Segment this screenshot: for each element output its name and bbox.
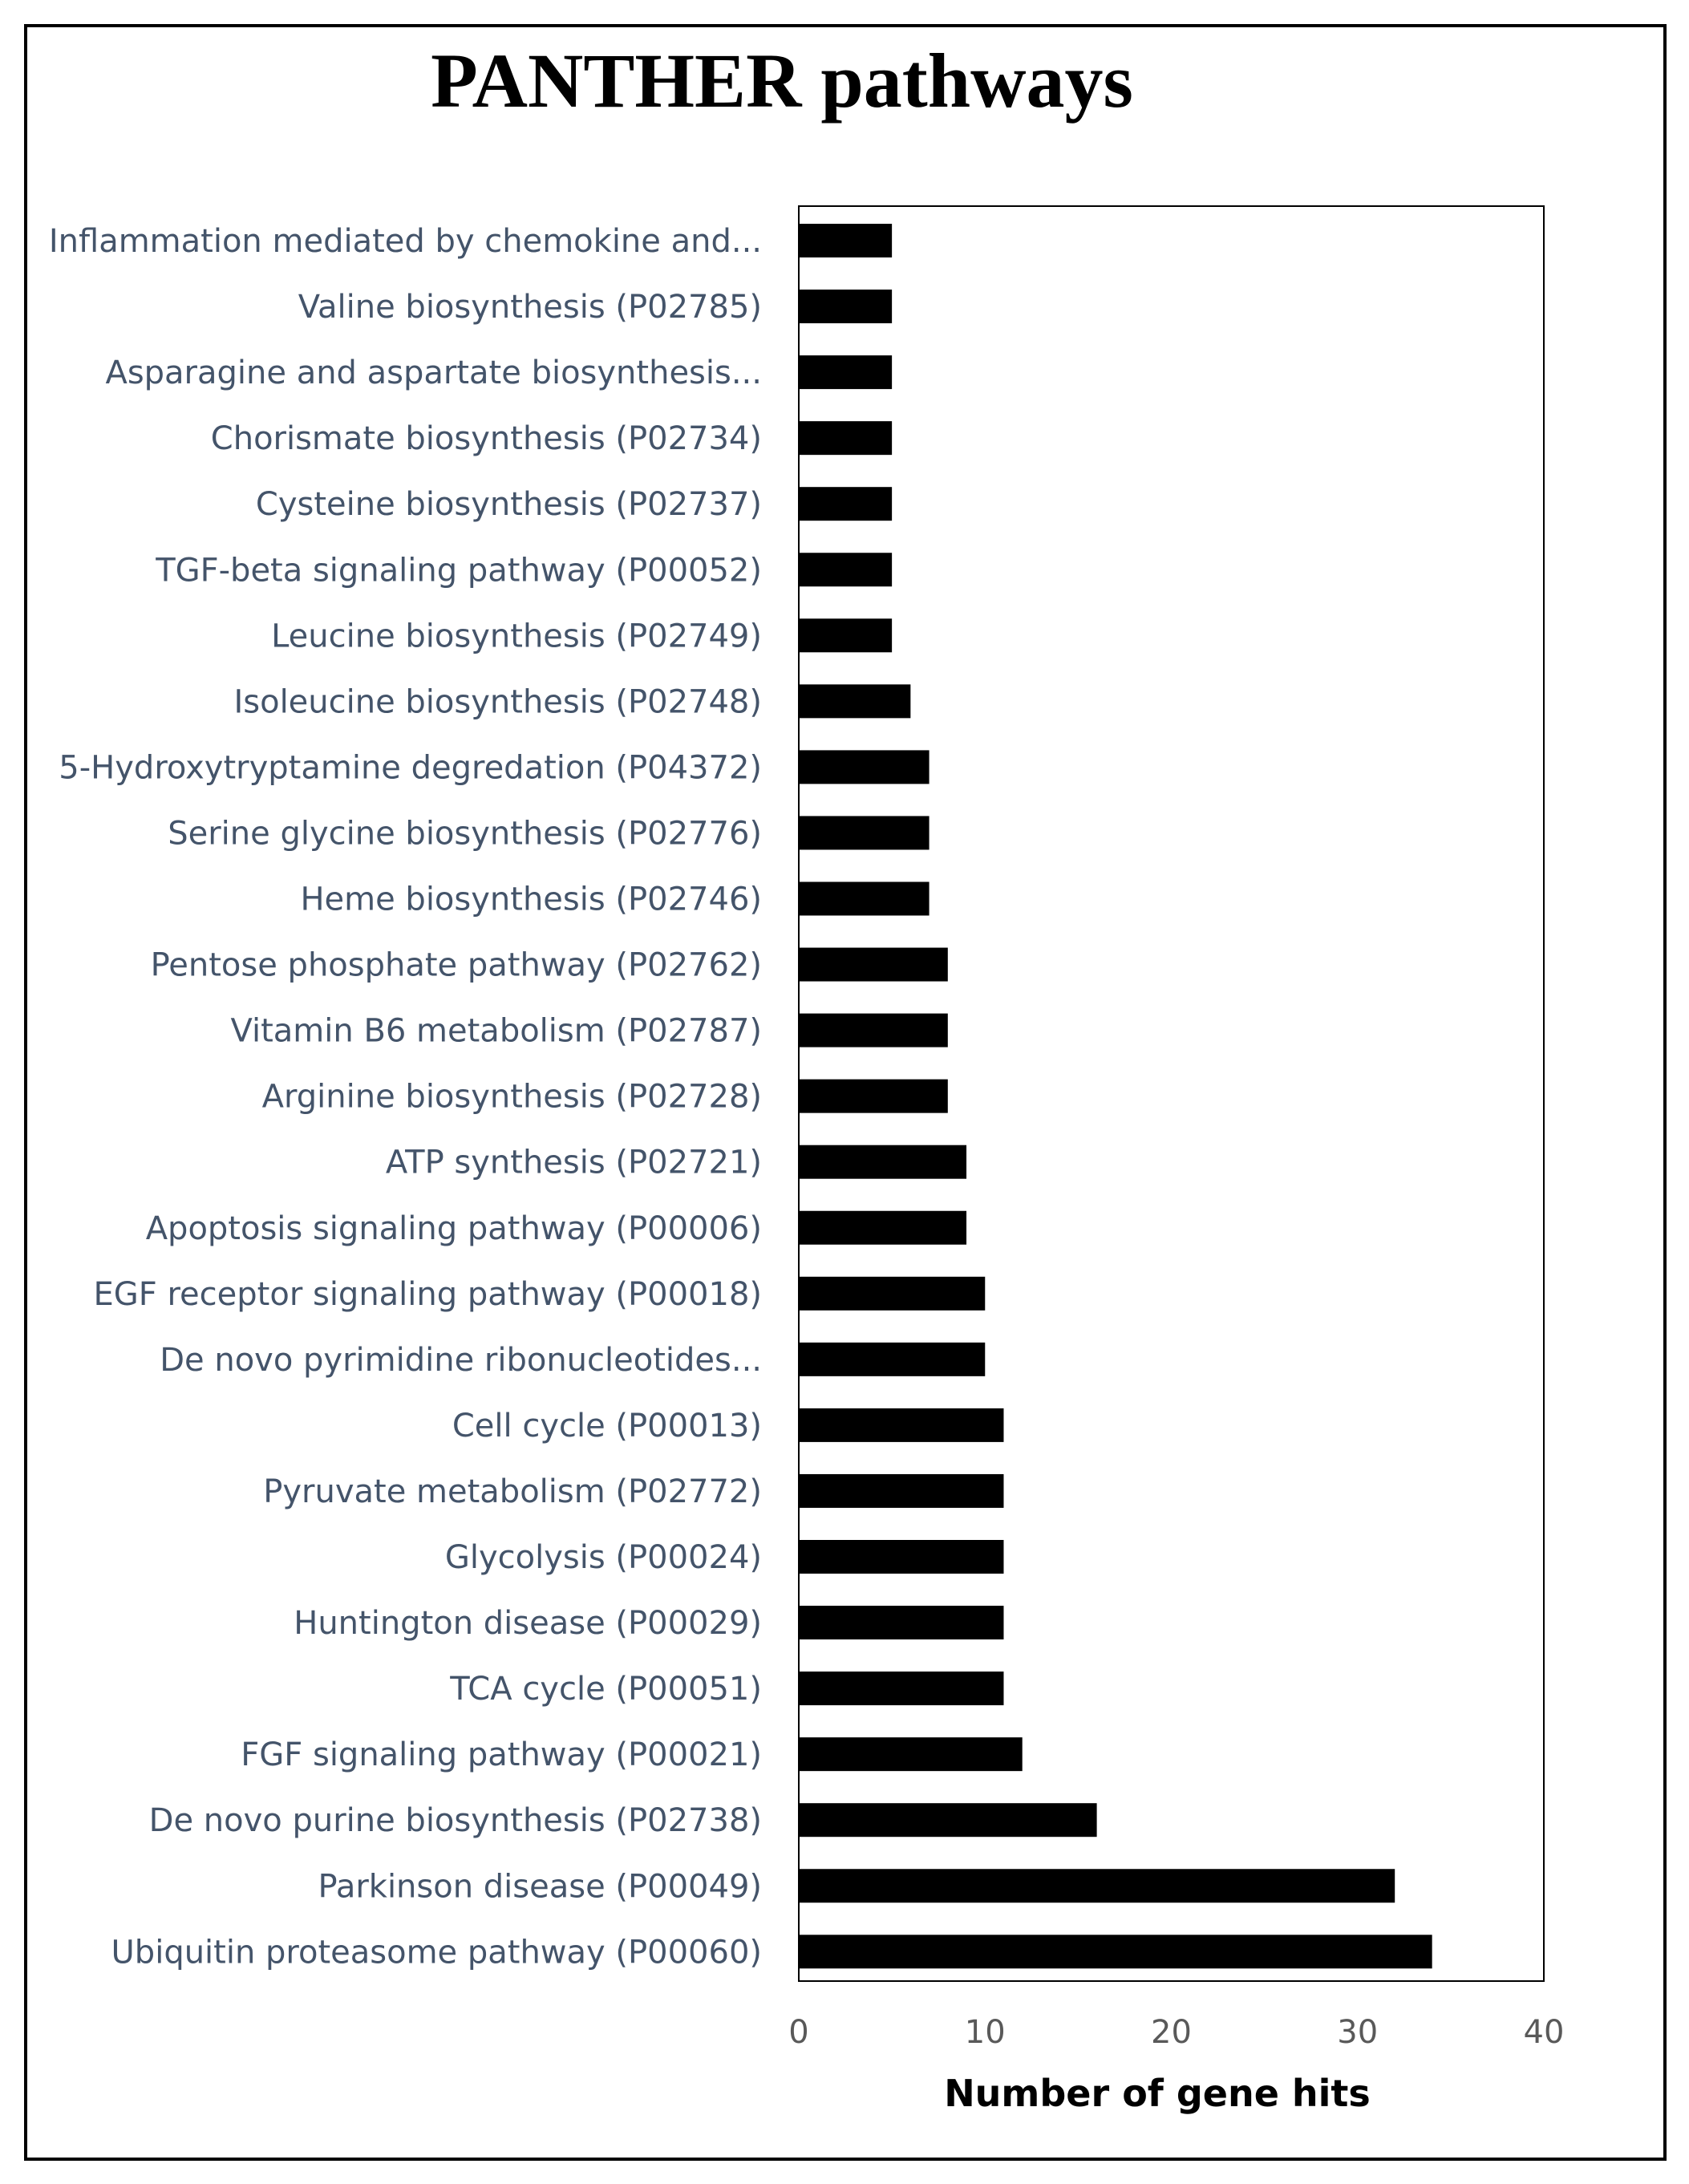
category-label: FGF signaling pathway (P00021)	[241, 1736, 762, 1774]
category-label: Pyruvate metabolism (P02772)	[263, 1473, 762, 1510]
bar	[799, 1211, 966, 1245]
x-axis-ticks	[788, 2014, 1564, 2051]
category-label: Asparagine and aspartate biosynthesis...	[105, 355, 762, 392]
category-labels	[49, 223, 762, 1971]
bar	[799, 355, 892, 389]
bar	[799, 618, 892, 652]
bar	[799, 421, 892, 455]
bar	[799, 750, 930, 784]
bar	[799, 1606, 1003, 1639]
x-tick-label: 40	[1523, 2014, 1565, 2051]
bar	[799, 1737, 1023, 1771]
bar	[799, 487, 892, 521]
category-label: De novo purine biosynthesis (P02738)	[148, 1802, 762, 1840]
bar	[799, 290, 892, 323]
category-label: Apoptosis signaling pathway (P00006)	[145, 1210, 762, 1247]
category-label: Isoleucine biosynthesis (P02748)	[233, 683, 762, 721]
category-label: Leucine biosynthesis (P02749)	[271, 618, 762, 655]
category-label: Glycolysis (P00024)	[444, 1539, 762, 1576]
category-label: Heme biosynthesis (P02746)	[300, 881, 762, 918]
bar	[799, 224, 892, 257]
category-label: Pentose phosphate pathway (P02762)	[150, 946, 762, 984]
category-label: Ubiquitin proteasome pathway (P00060)	[111, 1934, 762, 1971]
bar	[799, 816, 930, 849]
bar	[799, 1803, 1097, 1837]
category-label: Cysteine biosynthesis (P02737)	[255, 486, 762, 524]
bar	[799, 553, 892, 586]
category-label: Serine glycine biosynthesis (P02776)	[168, 815, 762, 853]
chart-title: PANTHER pathways	[431, 38, 1133, 124]
category-label: EGF receptor signaling pathway (P00018)	[93, 1275, 762, 1313]
category-label: Cell cycle (P00013)	[452, 1407, 762, 1445]
category-label: Chorismate biosynthesis (P02734)	[210, 420, 762, 458]
bar	[799, 1869, 1395, 1902]
bar	[799, 1080, 948, 1113]
category-label: Parkinson disease (P00049)	[318, 1868, 762, 1906]
bar	[799, 882, 930, 916]
category-label: Arginine biosynthesis (P02728)	[261, 1078, 762, 1116]
bar	[799, 684, 910, 718]
category-label: Huntington disease (P00029)	[294, 1605, 762, 1643]
bar	[799, 1474, 1003, 1508]
bar	[799, 1671, 1003, 1705]
category-label: ATP synthesis (P02721)	[385, 1144, 762, 1181]
bars-layer	[799, 224, 1432, 1968]
bar	[799, 1343, 985, 1376]
bar	[799, 948, 948, 982]
x-axis-title: Number of gene hits	[944, 2072, 1371, 2115]
bar	[799, 1277, 985, 1311]
bar	[799, 1014, 948, 1047]
x-tick-label: 0	[788, 2014, 809, 2051]
bar	[799, 1540, 1003, 1574]
bar	[799, 1145, 966, 1179]
category-label: Vitamin B6 metabolism (P02787)	[230, 1012, 762, 1050]
bar	[799, 1935, 1432, 1968]
category-label: 5-Hydroxytryptamine degredation (P04372)	[59, 749, 762, 787]
category-label: TCA cycle (P00051)	[450, 1671, 762, 1708]
x-tick-label: 10	[964, 2014, 1006, 2051]
category-label: Inflammation mediated by chemokine and...	[48, 223, 762, 260]
x-tick-label: 30	[1337, 2014, 1379, 2051]
x-tick-label: 20	[1151, 2014, 1192, 2051]
category-label: De novo pyrimidine ribonucleotides...	[160, 1341, 762, 1379]
category-label: TGF-beta signaling pathway (P00052)	[156, 552, 762, 590]
category-label: Valine biosynthesis (P02785)	[298, 289, 762, 326]
bar	[799, 1408, 1003, 1442]
